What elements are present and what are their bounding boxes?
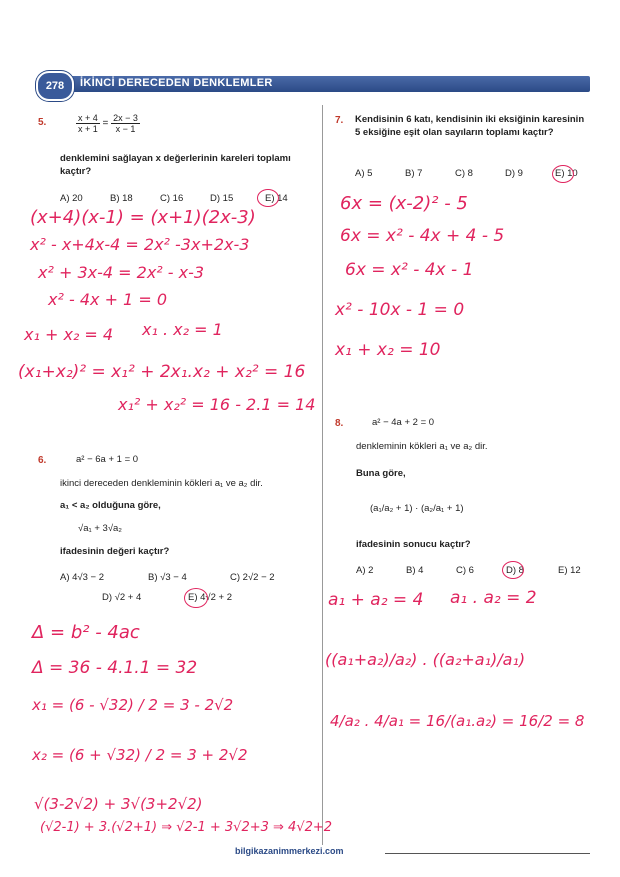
question-text: Kendisinin 6 katı, kendisinin iki eksiğinin karesinin 5 eksiğine eşit olan sayıların toplamı kaçtır? bbox=[355, 114, 585, 138]
page-header bbox=[30, 71, 590, 97]
handwritten-line: Δ = b² - 4ac bbox=[32, 622, 140, 643]
option-c[interactable]: C) 8 bbox=[455, 168, 473, 179]
question-number: 5. bbox=[38, 117, 47, 128]
question-prompt: ifadesinin değeri kaçtır? bbox=[60, 546, 170, 557]
handwritten-line: √(3-2√2) + 3√(3+2√2) bbox=[34, 795, 203, 813]
fraction-numerator: 2x − 3 bbox=[113, 113, 138, 123]
column-divider bbox=[322, 105, 323, 845]
fraction-numerator: x + 4 bbox=[78, 113, 98, 123]
option-b[interactable]: B) 18 bbox=[110, 193, 133, 204]
handwritten-line: Δ = 36 - 4.1.1 = 32 bbox=[32, 658, 198, 678]
option-a[interactable]: A) 4√3 − 2 bbox=[60, 572, 105, 583]
option-e[interactable]: E) 12 bbox=[558, 565, 581, 576]
option-a[interactable]: A) 20 bbox=[60, 193, 83, 204]
handwritten-line: x² - 10x - 1 = 0 bbox=[335, 300, 465, 320]
expression: (a₁/a₂ + 1) · (a₂/a₁ + 1) bbox=[370, 503, 464, 514]
handwritten-line: x₁ + x₂ = 4 bbox=[24, 325, 114, 344]
question-number: 8. bbox=[335, 418, 344, 429]
handwritten-line: 6x = x² - 4x - 1 bbox=[345, 260, 474, 280]
answer-mark bbox=[184, 588, 208, 608]
option-d[interactable]: D) √2 + 4 bbox=[102, 592, 142, 603]
handwritten-line: ((a₁+a₂)/a₂) . ((a₂+a₁)/a₁) bbox=[325, 650, 526, 669]
handwritten-line: x₁ = (6 - √32) / 2 = 3 - 2√2 bbox=[32, 696, 234, 714]
handwritten-line: a₁ . a₂ = 2 bbox=[450, 588, 537, 608]
question-text: denkleminin kökleri a₁ ve a₂ dir. bbox=[356, 441, 488, 452]
handwritten-line: x₁² + x₂² = 16 - 2.1 = 14 bbox=[118, 395, 316, 414]
footer-rule bbox=[385, 853, 590, 854]
handwritten-line: x² + 3x-4 = 2x² - x-3 bbox=[38, 263, 205, 282]
option-b[interactable]: B) √3 − 4 bbox=[148, 572, 187, 583]
option-a[interactable]: A) 5 bbox=[355, 168, 373, 179]
answer-options bbox=[356, 565, 591, 579]
equation: a² − 4a + 2 = 0 bbox=[372, 417, 435, 428]
option-b[interactable]: B) 7 bbox=[405, 168, 423, 179]
handwritten-line: 4/a₂ . 4/a₁ = 16/(a₁.a₂) = 16/2 = 8 bbox=[330, 712, 585, 730]
question-condition: a₁ < a₂ olduğuna göre, bbox=[60, 500, 161, 511]
answer-mark bbox=[552, 165, 574, 183]
chapter-title: İKİNCİ DERECEDEN DENKLEMLER bbox=[80, 77, 273, 89]
handwritten-line: a₁ + a₂ = 4 bbox=[328, 590, 424, 610]
question-condition: Buna göre, bbox=[356, 468, 406, 479]
handwritten-line: x₁ + x₂ = 10 bbox=[335, 340, 441, 360]
option-c[interactable]: C) 6 bbox=[456, 565, 474, 576]
expression: √a₁ + 3√a₂ bbox=[78, 523, 122, 534]
handwritten-line: (x+4)(x-1) = (x+1)(2x-3) bbox=[30, 207, 256, 228]
question-text: ikinci dereceden denkleminin kökleri a₁ ve a₂ dir. bbox=[60, 478, 263, 489]
option-e[interactable]: E) 4√2 + 2 bbox=[188, 592, 233, 603]
footer-site[interactable]: bilgikazanimmerkezi.com bbox=[235, 846, 350, 856]
equation: a² − 6a + 1 = 0 bbox=[76, 454, 139, 465]
question-number: 6. bbox=[38, 455, 47, 466]
option-a[interactable]: A) 2 bbox=[356, 565, 374, 576]
question-prompt: ifadesinin sonucu kaçtır? bbox=[356, 539, 471, 550]
option-b[interactable]: B) 4 bbox=[406, 565, 424, 576]
option-d[interactable]: D) 9 bbox=[505, 168, 523, 179]
answer-mark bbox=[257, 189, 279, 207]
handwritten-line: (√2-1) + 3.(√2+1) ⇒ √2-1 + 3√2+3 ⇒ 4√2+2 bbox=[40, 820, 333, 835]
fraction-denominator: x + 1 bbox=[78, 124, 98, 134]
handwritten-line: 6x = (x-2)² - 5 bbox=[340, 193, 468, 214]
fraction-denominator: x − 1 bbox=[115, 124, 136, 134]
question-number: 7. bbox=[335, 115, 344, 126]
handwritten-line: x₂ = (6 + √32) / 2 = 3 + 2√2 bbox=[32, 746, 248, 764]
handwritten-line: x₁ . x₂ = 1 bbox=[142, 320, 223, 339]
option-c[interactable]: C) 16 bbox=[160, 193, 184, 204]
handwritten-line: 6x = x² - 4x + 4 - 5 bbox=[340, 226, 505, 246]
option-c[interactable]: C) 2√2 − 2 bbox=[230, 572, 275, 583]
option-e[interactable]: E) 10 bbox=[555, 168, 578, 179]
handwritten-line: (x₁+x₂)² = x₁² + 2x₁.x₂ + x₂² = 16 bbox=[18, 362, 306, 382]
option-d[interactable]: D) 15 bbox=[210, 193, 234, 204]
page-footer bbox=[235, 846, 590, 860]
question-text: denklemini sağlayan x değerlerinin kareleri toplamı kaçtır? bbox=[60, 153, 291, 177]
equation: $\frac{x + 4}{x + 1}$ = $\frac{2x - 3}{x - 1}$ bbox=[78, 113, 138, 134]
handwritten-line: x² - 4x + 1 = 0 bbox=[48, 290, 167, 309]
option-d[interactable]: D) 8 bbox=[506, 565, 524, 576]
handwritten-line: x² - x+4x-4 = 2x² -3x+2x-3 bbox=[30, 235, 250, 254]
answer-mark bbox=[502, 561, 524, 579]
option-e[interactable]: E) 14 bbox=[265, 193, 288, 204]
page-number-badge: 278 bbox=[36, 71, 74, 101]
